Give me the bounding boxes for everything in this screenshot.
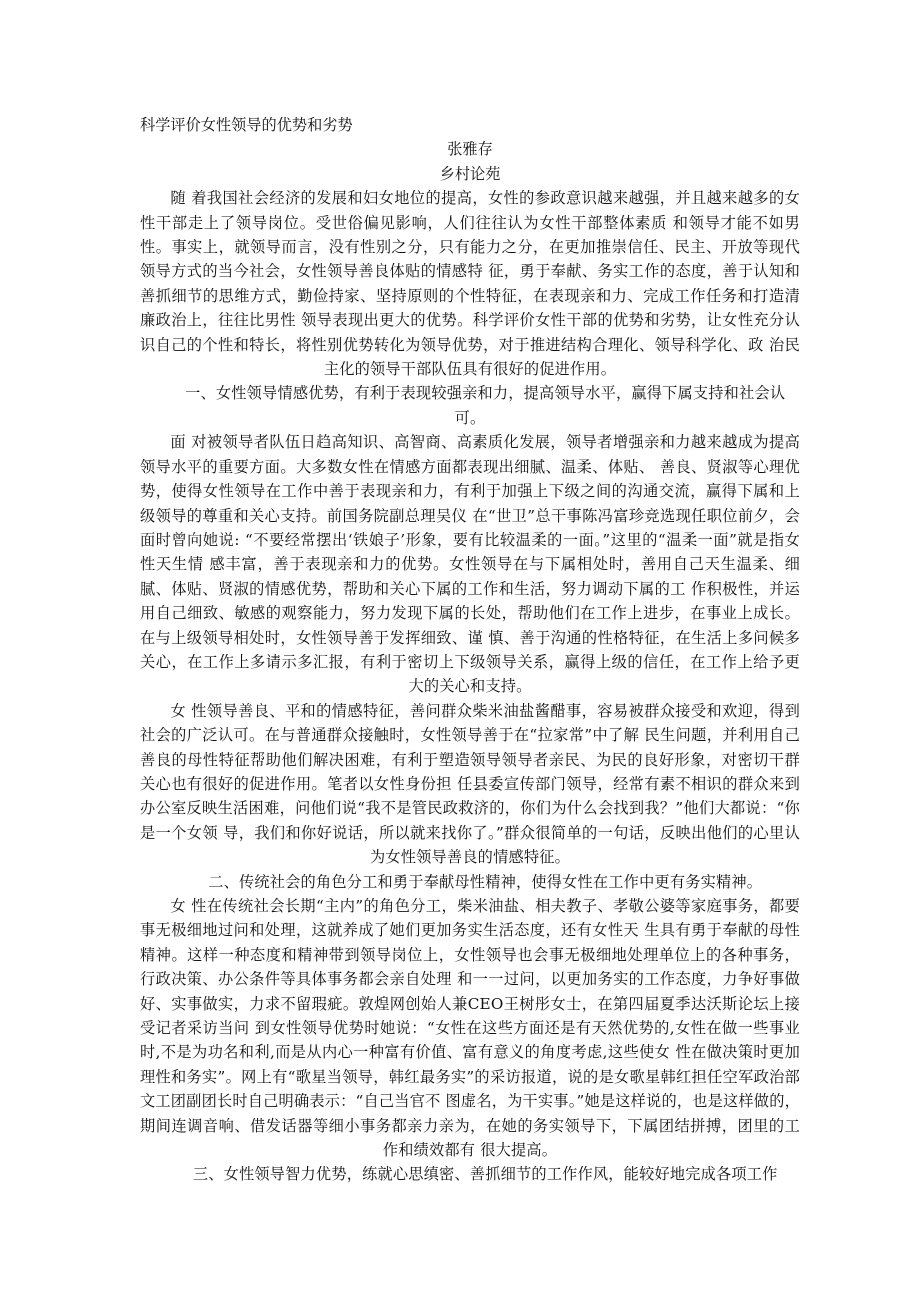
paragraph-section1-b: 女 性领导善良、平和的情感特征，善问群众柴米油盐酱醋事，容易被群众接受和欢迎，得到社会的广泛认可。在与普通群众接触时，女性领导善于在“拉家常”中了解 民生问题，并利用自己善良的母性特征帮助他们解决困难，有利于塑造领导领导者亲民、为民的良好形象，对密切干群关心也有很好的促进作用。笔者以女性身份担 任县委宣传部门领导，经常有素不相识的群众来到办公室反映生活困难，问他们说“我不是管民政救济的，你们为什么会找到我？”他们大都说：“你是一个女领 导，我们和你好说话，所以就来找你了。”群众很简单的一句话，反映出他们的心里认为女性领导善良的情感特征。 [140, 701, 800, 867]
section-heading-1: 一、女性领导情感优势，有利于表现较强亲和力，提高领导水平，赢得下属支持和社会认可。 [185, 384, 786, 427]
source-name: 乡村论苑 [439, 164, 501, 183]
document-body [140, 113, 800, 1187]
section-heading-2: 二、传统社会的角色分工和勇于奉献母性精神，使得女性在工作中更有务实精神。 [208, 872, 763, 891]
paragraph-section1-a: 面 对被领导者队伍日趋高知识、高智商、高素质化发展，领导者增强亲和力越来越成为提高领导水平的重要方面。大多数女性在情感方面都表现出细腻、温柔、体贴、 善良、贤淑等心理优势，使得女性领导在工作中善于表现亲和力，有利于加强上下级之间的沟通交流，赢得下属和上级领导的尊重和关心支持。前国务院副总理吴仪 在“世卫”总干事陈冯富珍竞选现任职位前夕，会面时曾向她说: “不要经常摆出‘铁娘子’形象，要有比较温柔的一面。”这里的“温柔一面”就是指女性天生情 感丰富，善于表现亲和力的优势。女性领导在与下属相处时，善用自己天生温柔、细腻、体贴、贤淑的情感优势，帮助和关心下属的工作和生活，努力调动下属的工 作积极性，并运用自己细致、敏感的观察能力，努力发现下属的长处，帮助他们在工作上进步，在事业上成长。在与上级领导相处时，女性领导善于发挥细致、谨 慎、善于沟通的性格特征，在生活上多问候多关心，在工作上多请示多汇报，有利于密切上下级领导关系，赢得上级的信任，在工作上给予更大的关心和支持。 [140, 433, 800, 696]
paragraph-intro: 随 着我国社会经济的发展和妇女地位的提高，女性的参政意识越来越强，并且越来越多的女性干部走上了领导岗位。受世俗偏见影响，人们往往认为女性干部整体素质 和领导才能不如男性。事实上，就领导而言，没有性别之分，只有能力之分，在更加推崇信任、民主、开放等现代领导方式的当今社会，女性领导善良体贴的情感特 征，勇于奉献、务实工作的态度，善于认知和善抓细节的思维方式，勤俭持家、坚持原则的个性特征，在表现亲和力、完成工作任务和打造清廉政治上，往往比男性 领导表现出更大的优势。科学评价女性干部的优势和劣势，让女性充分认识自己的个性和特长，将性别优势转化为领导优势，对于推进结构合理化、领导科学化、政 治民主化的领导干部队伍具有很好的促进作用。 [140, 189, 800, 379]
section-heading-3: 三、女性领导智力优势，练就心思缜密、善抓细节的工作作风，能较好地完成各项工作 [192, 1165, 778, 1184]
document-title: 科学评价女性领导的优势和劣势 [140, 116, 353, 134]
author-name: 张雅存 [447, 140, 493, 159]
paragraph-section2: 女 性在传统社会长期“主内”的角色分工，柴米油盐、相夫教子、孝敬公婆等家庭事务，都要事无极细地过问和处理，这就养成了她们更加务实生活态度，还有女性天 生具有勇于奉献的母性精神。这样一种态度和精神带到领导岗位上，女性领导也会事无极细地处理单位上的各种事务，行政决策、办公条件等具体事务都会亲自处理 和一一过问，以更加务实的工作态度，力争好事做好、实事做实，力求不留瑕疵。敦煌网创始人兼CEO王树彤女士，在第四届夏季达沃斯论坛上接受记者采访当问 到女性领导优势时她说：“女性在这些方面还是有天然优势的,女性在做一些事业时,不是为功名和利,而是从内心一种富有价值、富有意义的角度考虑,这些使女 性在做决策时更加理性和务实”。网上有“歌星当领导，韩红最务实”的采访报道，说的是女歌星韩红担任空军政治部文工团副团长时自己明确表示：“自己当官不 图虚名，为干实事。”她是这样说的，也是这样做的，期间连调音响、借发话器等细小事务都亲力亲为，在她的务实领导下，下属团结拼搏，团里的工作和绩效都有 很大提高。 [140, 897, 800, 1160]
